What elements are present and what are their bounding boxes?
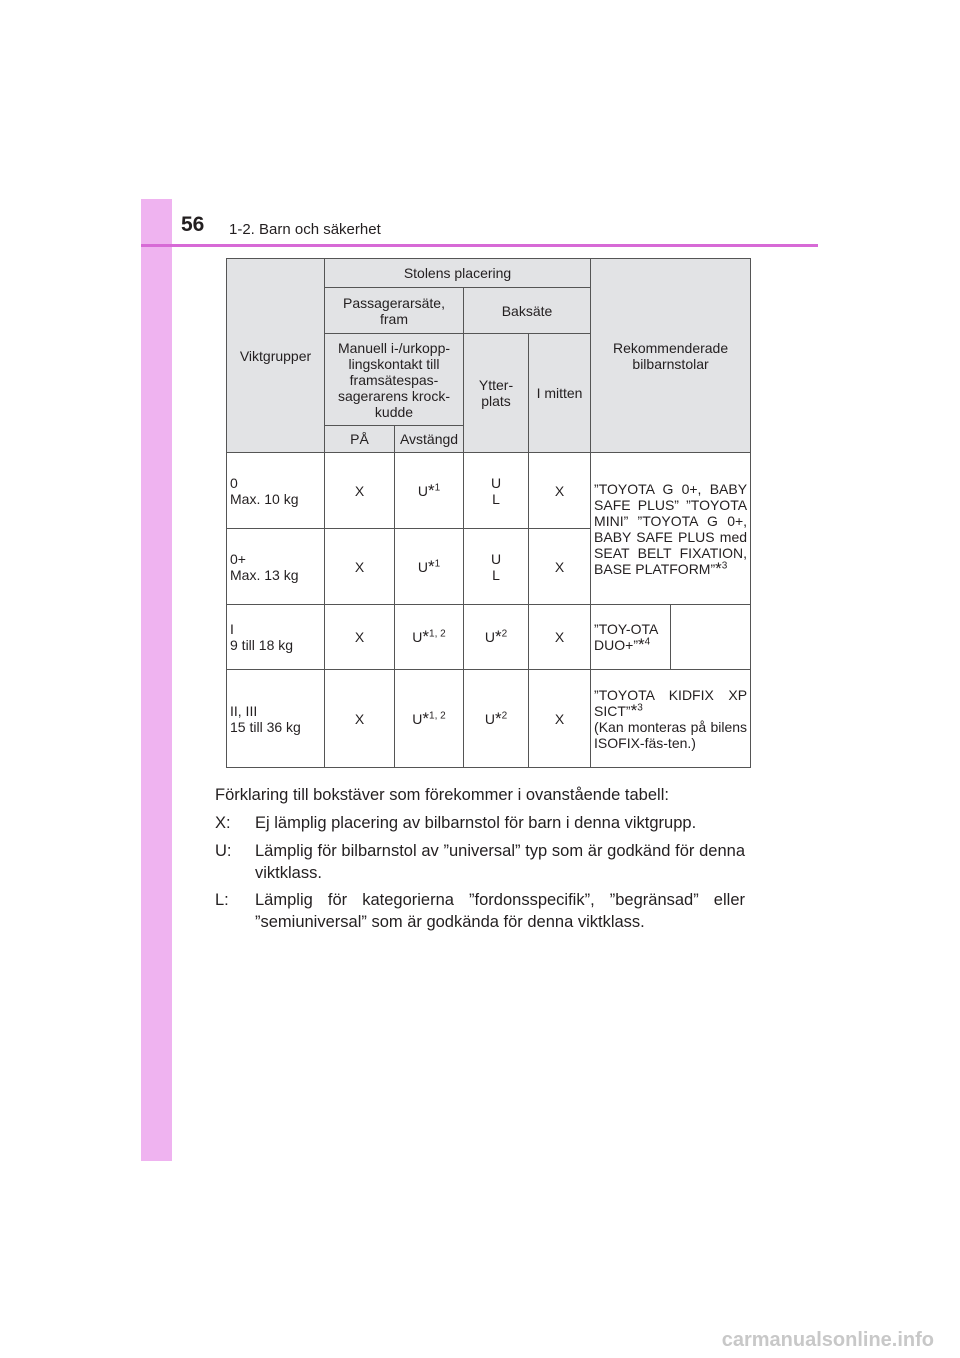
outer-seat-cell: U L bbox=[464, 453, 529, 529]
table-row bbox=[227, 670, 751, 768]
side-tab-bar bbox=[141, 199, 172, 1161]
legend-text: Ej lämplig placering av bilbarnstol för barn i denna viktgrupp. bbox=[255, 814, 697, 832]
header-seat-position: Stolens placering bbox=[325, 259, 591, 288]
header-airbag-on: PÅ bbox=[325, 426, 395, 453]
legend-intro: Förklaring till bokstäver som förekommer i ovanstående tabell: bbox=[215, 786, 669, 804]
airbag-off-cell: U*$^1$ bbox=[395, 529, 464, 605]
header-divider bbox=[141, 244, 818, 247]
header-recommended-seats: Rekommenderade bilbarnstolar bbox=[591, 259, 751, 453]
middle-seat-cell: X bbox=[529, 670, 591, 768]
recommended-seats-cell: ”TOYOTA KIDFIX XP SICT”*$^3$ (Kan monteras på bilens ISOFIX-fäs-ten.) bbox=[591, 670, 751, 768]
child-seat-table bbox=[226, 258, 751, 768]
recommended-seats-cell: ”TOYOTA G 0+, BABY SAFE PLUS” ”TOYOTA MINI” ”TOYOTA G 0+, BABY SAFE PLUS med SEAT BELT FIXATION, BASE PLATFORM”*$^3$ bbox=[591, 453, 751, 605]
table-row bbox=[227, 453, 751, 529]
watermark: carmanualsonline.info bbox=[721, 1329, 934, 1351]
table-row bbox=[227, 605, 751, 670]
legend-item bbox=[215, 812, 745, 834]
weight-group-cell: I 9 till 18 kg bbox=[227, 605, 325, 670]
legend-item bbox=[215, 889, 745, 933]
outer-seat-cell: U*$^2$ bbox=[464, 670, 529, 768]
middle-seat-cell: X bbox=[529, 605, 591, 670]
legend-key: L: bbox=[215, 891, 229, 909]
airbag-off-cell: U*$^{1, 2}$ bbox=[395, 670, 464, 768]
weight-group-cell: II, III 15 till 36 kg bbox=[227, 670, 325, 768]
legend-item bbox=[215, 840, 745, 884]
header-passenger-front: Passagerarsäte, fram bbox=[325, 288, 464, 334]
airbag-on-cell: X bbox=[325, 670, 395, 768]
airbag-on-cell: X bbox=[325, 605, 395, 670]
middle-seat-cell: X bbox=[529, 529, 591, 605]
airbag-on-cell: X bbox=[325, 453, 395, 529]
legend-text: Lämplig för kategorierna ”fordonsspecifik”, ”begränsad” eller ”semiuniversal” som är godkända för denna viktklass. bbox=[255, 891, 745, 931]
outer-seat-cell: U*$^2$ bbox=[464, 605, 529, 670]
page-number: 56 bbox=[181, 213, 205, 236]
section-title: 1-2. Barn och säkerhet bbox=[229, 221, 381, 238]
header-weight-groups: Viktgrupper bbox=[227, 259, 325, 453]
header-airbag-off: Avstängd bbox=[395, 426, 464, 453]
recommended-seats-cell: ”TOY-OTA DUO+”*$^4$ bbox=[591, 605, 671, 670]
airbag-off-cell: U*$^1$ bbox=[395, 453, 464, 529]
weight-group-cell: 0+ Max. 13 kg bbox=[227, 529, 325, 605]
legend-key: X: bbox=[215, 814, 231, 832]
airbag-on-cell: X bbox=[325, 529, 395, 605]
header-manual-switch: Manuell i-/urkopp-lingskontakt till framsätespas-sagerarens krock-kudde bbox=[325, 334, 464, 426]
empty-cell bbox=[671, 605, 751, 670]
header-rear-seat: Baksäte bbox=[464, 288, 591, 334]
header-outer-seat: Ytter-plats bbox=[464, 334, 529, 453]
legend-text: Lämplig för bilbarnstol av ”universal” typ som är godkänd för denna viktklass. bbox=[255, 842, 745, 882]
legend-key: U: bbox=[215, 842, 232, 860]
outer-seat-cell: U L bbox=[464, 529, 529, 605]
middle-seat-cell: X bbox=[529, 453, 591, 529]
airbag-off-cell: U*$^{1, 2}$ bbox=[395, 605, 464, 670]
table-header-row bbox=[227, 259, 751, 288]
header-middle-seat: I mitten bbox=[529, 334, 591, 453]
weight-group-cell: 0 Max. 10 kg bbox=[227, 453, 325, 529]
